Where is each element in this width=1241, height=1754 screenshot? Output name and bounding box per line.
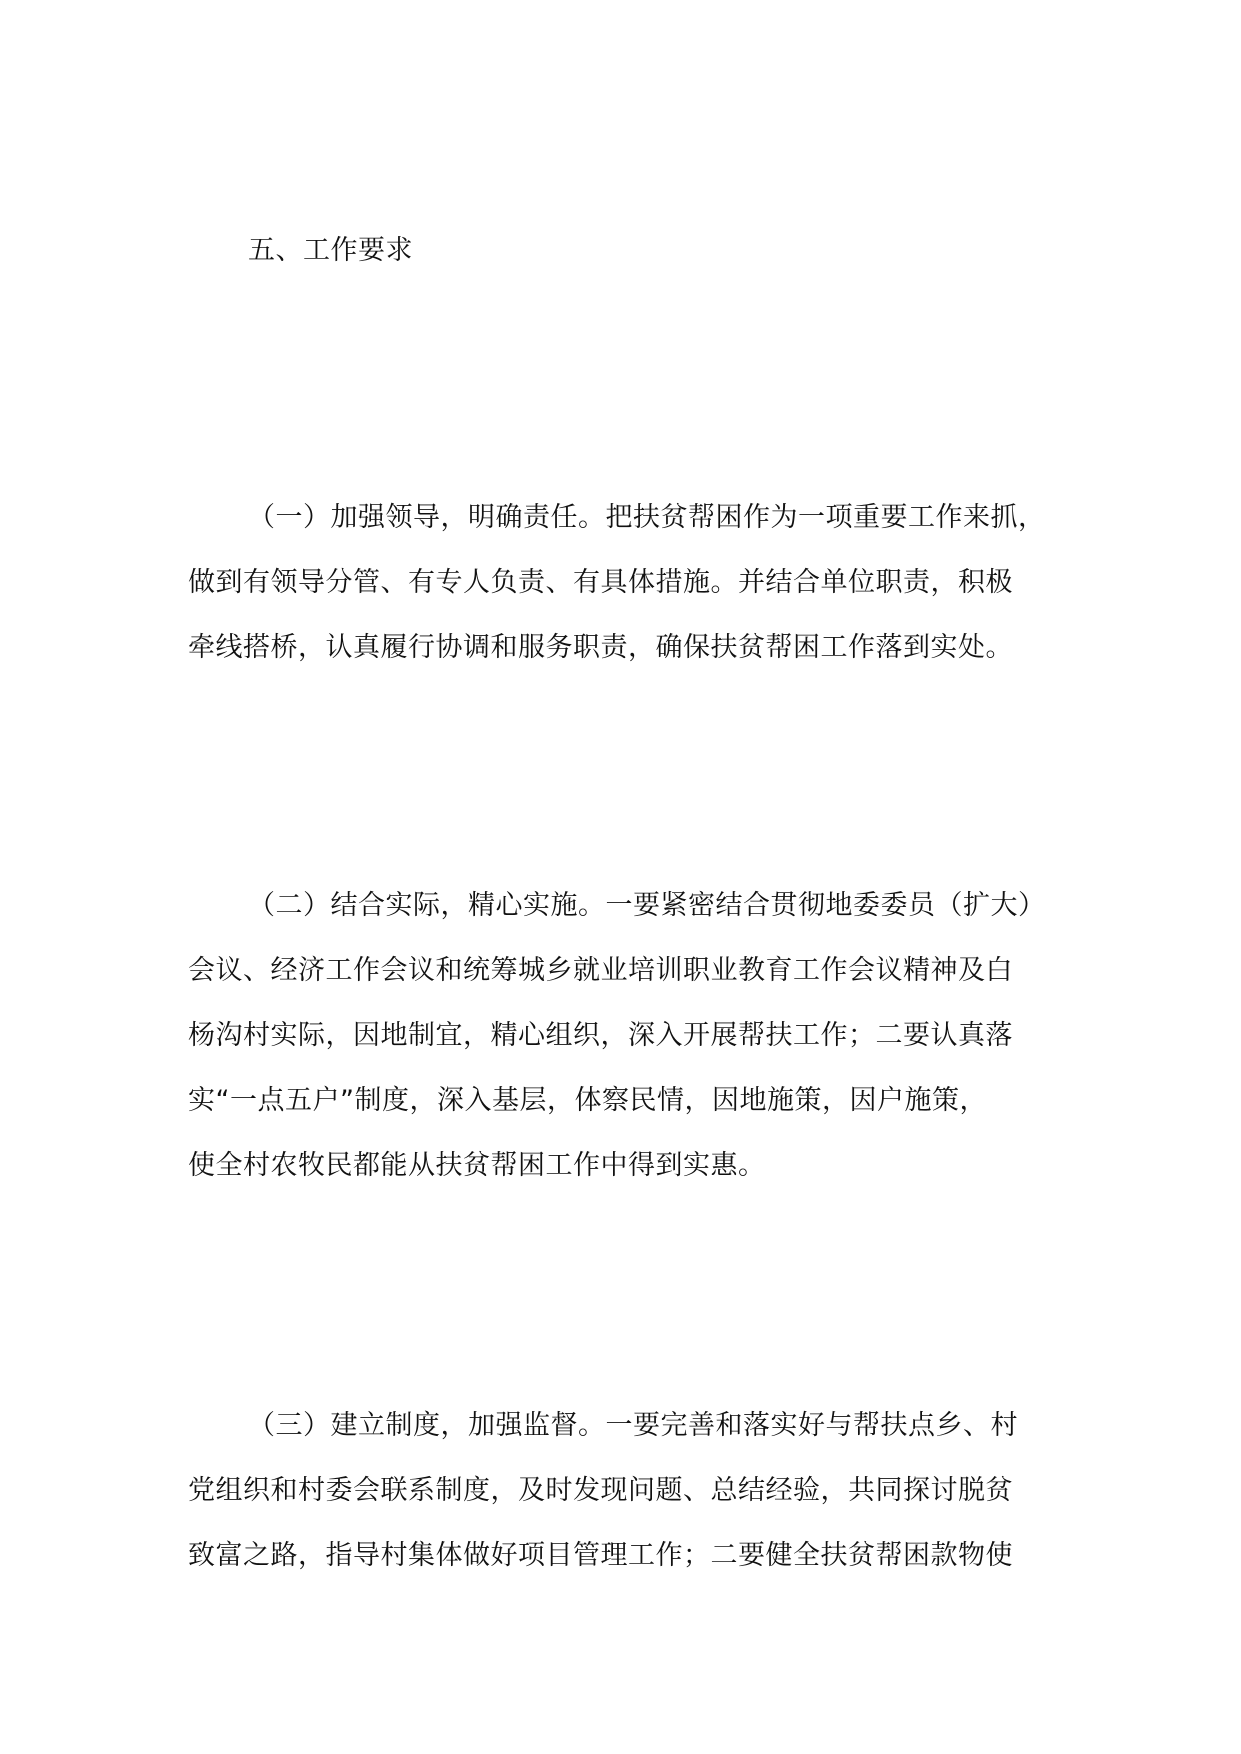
paragraph-line: 杨沟村实际，因地制宜，精心组织，深入开展帮扶工作；二要认真落 (188, 1020, 1013, 1051)
paragraph-line: 会议、经济工作会议和统筹城乡就业培训职业教育工作会议精神及白 (188, 955, 1013, 986)
paragraph-line: （三）建立制度，加强监督。一要完善和落实好与帮扶点乡、村 (248, 1410, 1018, 1441)
paragraph-1 (188, 485, 1088, 680)
paragraph-line: 做到有领导分管、有专人负责、有具体措施。并结合单位职责，积极 (188, 567, 1013, 598)
paragraph-line: 实“一点五户”制度，深入基层，体察民情，因地施策，因户施策， (188, 1085, 987, 1116)
heading-text: 五、工作要求 (248, 235, 413, 266)
paragraph-line: （一）加强领导，明确责任。把扶贫帮困作为一项重要工作来抓， (248, 502, 1046, 533)
paragraph-line: 使全村农牧民都能从扶贫帮困工作中得到实惠。 (188, 1150, 766, 1181)
paragraph-3 (188, 1393, 1088, 1588)
paragraph-line: （二）结合实际，精心实施。一要紧密结合贯彻地委委员（扩大） (248, 890, 1046, 921)
paragraph-2 (188, 873, 1088, 1198)
paragraph-line: 党组织和村委会联系制度，及时发现问题、总结经验，共同探讨脱贫 (188, 1475, 1013, 1506)
paragraph-line: 致富之路，指导村集体做好项目管理工作；二要健全扶贫帮困款物使 (188, 1540, 1013, 1571)
paragraph-line: 牵线搭桥，认真履行协调和服务职责，确保扶贫帮困工作落到实处。 (188, 632, 1013, 663)
section-heading (188, 218, 1088, 283)
